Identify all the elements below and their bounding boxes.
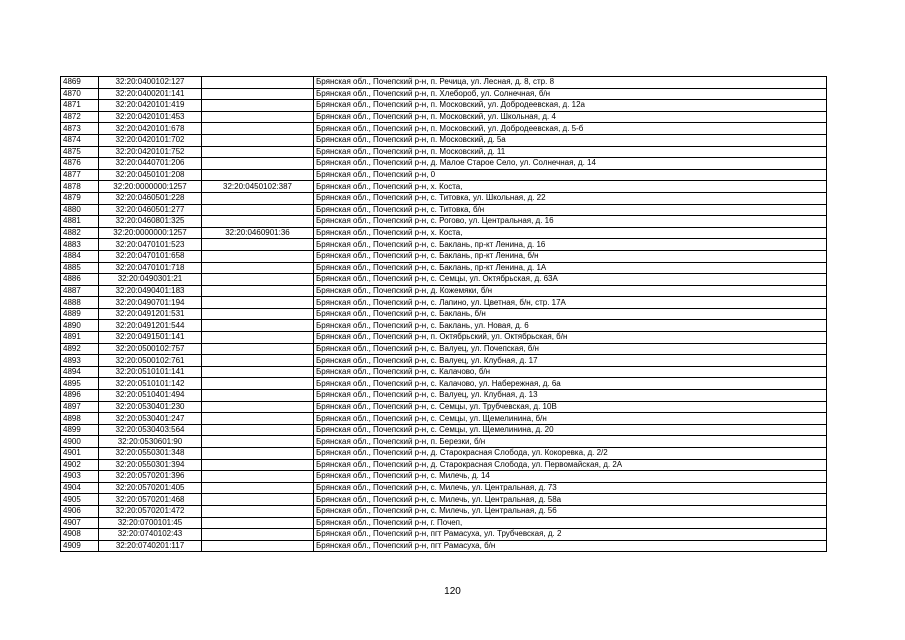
- address-cell: Брянская обл., Почепский р-н, д. Старокрасная Слобода, ул. Первомайская, д. 2А: [314, 459, 827, 471]
- address-cell: Брянская обл., Почепский р-н, д. Кожемяки, б/н: [314, 285, 827, 297]
- address-cell: Брянская обл., Почепский р-н, с. Семцы, ул. Щемелинина, д. 20: [314, 424, 827, 436]
- parent-cadastral-cell: [202, 343, 314, 355]
- cadastral-number-cell: 32:20:0550301:394: [99, 459, 202, 471]
- table-row: [61, 123, 827, 135]
- address-cell: Брянская обл., Почепский р-н, п. Московский, ул. Добродеевская, д. 12а: [314, 100, 827, 112]
- address-cell: Брянская обл., Почепский р-н, с. Семцы, ул. Октябрьская, д. 63А: [314, 274, 827, 286]
- address-cell: Брянская обл., Почепский р-н, с. Баклань, пр-кт Ленина, д. 1А: [314, 262, 827, 274]
- table-row: [61, 297, 827, 309]
- table-row: [61, 100, 827, 112]
- parent-cadastral-cell: [202, 436, 314, 448]
- table-row: [61, 401, 827, 413]
- cadastral-number-cell: 32:20:0460501:277: [99, 204, 202, 216]
- table-row: [61, 308, 827, 320]
- table-row: [61, 146, 827, 158]
- parent-cadastral-cell: [202, 366, 314, 378]
- table-row: [61, 390, 827, 402]
- row-number-cell: 4885: [61, 262, 99, 274]
- parent-cadastral-cell: [202, 482, 314, 494]
- address-cell: Брянская обл., Почепский р-н, с. Баклань, ул. Новая, д. 6: [314, 320, 827, 332]
- row-number-cell: 4895: [61, 378, 99, 390]
- address-cell: Брянская обл., Почепский р-н, п. Московский, д. 11: [314, 146, 827, 158]
- parent-cadastral-cell: [202, 262, 314, 274]
- address-cell: Брянская обл., Почепский р-н, п. Московский, д. 5а: [314, 134, 827, 146]
- table-row: [61, 181, 827, 193]
- address-cell: Брянская обл., Почепский р-н, с. Милечь, ул. Центральная, д. 58а: [314, 494, 827, 506]
- cadastral-number-cell: 32:20:0500102:761: [99, 355, 202, 367]
- parent-cadastral-cell: [202, 250, 314, 262]
- row-number-cell: 4873: [61, 123, 99, 135]
- row-number-cell: 4898: [61, 413, 99, 425]
- address-cell: Брянская обл., Почепский р-н, п. Речица, ул. Лесная, д. 8, стр. 8: [314, 77, 827, 89]
- row-number-cell: 4903: [61, 471, 99, 483]
- row-number-cell: 4894: [61, 366, 99, 378]
- table-row: [61, 169, 827, 181]
- address-cell: Брянская обл., Почепский р-н, с. Баклань, б/н: [314, 308, 827, 320]
- cadastral-number-cell: 32:20:0550301:348: [99, 448, 202, 460]
- row-number-cell: 4889: [61, 308, 99, 320]
- row-number-cell: 4886: [61, 274, 99, 286]
- table-row: [61, 424, 827, 436]
- row-number-cell: 4877: [61, 169, 99, 181]
- table-row: [61, 227, 827, 239]
- cadastral-number-cell: 32:20:0510101:142: [99, 378, 202, 390]
- address-cell: Брянская обл., Почепский р-н, пгт Рамасуха, б/н: [314, 540, 827, 552]
- parent-cadastral-cell: [202, 111, 314, 123]
- address-cell: Брянская обл., Почепский р-н, с. Валуец, ул. Клубная, д. 13: [314, 390, 827, 402]
- address-cell: Брянская обл., Почепский р-н, пгт Рамасуха, ул. Трубчевская, д. 2: [314, 529, 827, 541]
- row-number-cell: 4870: [61, 88, 99, 100]
- row-number-cell: 4884: [61, 250, 99, 262]
- row-number-cell: 4883: [61, 239, 99, 251]
- cadastral-number-cell: 32:20:0470101:718: [99, 262, 202, 274]
- address-cell: Брянская обл., Почепский р-н, х. Коста,: [314, 181, 827, 193]
- parent-cadastral-cell: [202, 459, 314, 471]
- cadastral-number-cell: 32:20:0460801:325: [99, 216, 202, 228]
- table-row: [61, 413, 827, 425]
- cadastral-number-cell: 32:20:0491201:531: [99, 308, 202, 320]
- address-cell: Брянская обл., Почепский р-н, с. Милечь, ул. Центральная, д. 73: [314, 482, 827, 494]
- address-cell: Брянская обл., Почепский р-н, с. Титовка, б/н: [314, 204, 827, 216]
- row-number-cell: 4876: [61, 158, 99, 170]
- table-row: [61, 459, 827, 471]
- table-row: [61, 505, 827, 517]
- row-number-cell: 4890: [61, 320, 99, 332]
- cadastral-number-cell: 32:20:0440701:206: [99, 158, 202, 170]
- parent-cadastral-cell: [202, 529, 314, 541]
- page-number: 120: [444, 586, 461, 597]
- row-number-cell: 4882: [61, 227, 99, 239]
- parent-cadastral-cell: [202, 424, 314, 436]
- cadastral-number-cell: 32:20:0700101:45: [99, 517, 202, 529]
- row-number-cell: 4908: [61, 529, 99, 541]
- cadastral-number-cell: 32:20:0740201:117: [99, 540, 202, 552]
- parent-cadastral-cell: [202, 204, 314, 216]
- cadastral-number-cell: 32:20:0450101:208: [99, 169, 202, 181]
- table-row: [61, 355, 827, 367]
- address-cell: Брянская обл., Почепский р-н, п. Московский, ул. Добродеевская, д. 5-б: [314, 123, 827, 135]
- cadastral-number-cell: 32:20:0470101:658: [99, 250, 202, 262]
- table-row: [61, 332, 827, 344]
- parent-cadastral-cell: [202, 169, 314, 181]
- row-number-cell: 4904: [61, 482, 99, 494]
- parent-cadastral-cell: 32:20:0460901:36: [202, 227, 314, 239]
- row-number-cell: 4909: [61, 540, 99, 552]
- address-cell: Брянская обл., Почепский р-н, п. Хлебороб, ул. Солнечная, б/н: [314, 88, 827, 100]
- cadastral-number-cell: 32:20:0420101:678: [99, 123, 202, 135]
- parent-cadastral-cell: [202, 401, 314, 413]
- table-row: [61, 192, 827, 204]
- cadastral-number-cell: 32:20:0740102:43: [99, 529, 202, 541]
- row-number-cell: 4901: [61, 448, 99, 460]
- address-cell: Брянская обл., Почепский р-н, 0: [314, 169, 827, 181]
- address-cell: Брянская обл., Почепский р-н, п. Октябрьский, ул. Октябрьская, б/н: [314, 332, 827, 344]
- cadastral-number-cell: 32:20:0460501:228: [99, 192, 202, 204]
- parent-cadastral-cell: [202, 297, 314, 309]
- property-table: [60, 76, 827, 552]
- row-number-cell: 4902: [61, 459, 99, 471]
- cadastral-number-cell: 32:20:0530401:230: [99, 401, 202, 413]
- parent-cadastral-cell: [202, 494, 314, 506]
- address-cell: Брянская обл., Почепский р-н, д. Старокрасная Слобода, ул. Кокоревка, д. 2/2: [314, 448, 827, 460]
- table-row: [61, 517, 827, 529]
- table-row: [61, 320, 827, 332]
- row-number-cell: 4881: [61, 216, 99, 228]
- table-row: [61, 239, 827, 251]
- row-number-cell: 4907: [61, 517, 99, 529]
- table-row: [61, 471, 827, 483]
- cadastral-number-cell: 32:20:0570201:396: [99, 471, 202, 483]
- cadastral-number-cell: 32:20:0420101:702: [99, 134, 202, 146]
- row-number-cell: 4874: [61, 134, 99, 146]
- address-cell: Брянская обл., Почепский р-н, с. Милечь, д. 14: [314, 471, 827, 483]
- table-row: [61, 274, 827, 286]
- row-number-cell: 4888: [61, 297, 99, 309]
- table-row: [61, 111, 827, 123]
- address-cell: Брянская обл., Почепский р-н, г. Почеп,: [314, 517, 827, 529]
- parent-cadastral-cell: [202, 216, 314, 228]
- table-body: [61, 77, 827, 552]
- table-row: [61, 77, 827, 89]
- address-cell: Брянская обл., Почепский р-н, с. Лапино, ул. Цветная, б/н, стр. 17А: [314, 297, 827, 309]
- cadastral-number-cell: 32:20:0490701:194: [99, 297, 202, 309]
- cadastral-number-cell: 32:20:0491501:141: [99, 332, 202, 344]
- cadastral-number-cell: 32:20:0420101:752: [99, 146, 202, 158]
- table-row: [61, 494, 827, 506]
- cadastral-number-cell: 32:20:0000000:1257: [99, 227, 202, 239]
- row-number-cell: 4899: [61, 424, 99, 436]
- parent-cadastral-cell: [202, 134, 314, 146]
- address-cell: Брянская обл., Почепский р-н, с. Семцы, ул. Трубчевская, д. 10В: [314, 401, 827, 413]
- cadastral-number-cell: 32:20:0530601:90: [99, 436, 202, 448]
- parent-cadastral-cell: [202, 540, 314, 552]
- table-row: [61, 448, 827, 460]
- parent-cadastral-cell: [202, 355, 314, 367]
- parent-cadastral-cell: 32:20:0450102:387: [202, 181, 314, 193]
- parent-cadastral-cell: [202, 448, 314, 460]
- row-number-cell: 4875: [61, 146, 99, 158]
- row-number-cell: 4880: [61, 204, 99, 216]
- parent-cadastral-cell: [202, 100, 314, 112]
- table-row: [61, 216, 827, 228]
- parent-cadastral-cell: [202, 239, 314, 251]
- cadastral-number-cell: 32:20:0491201:544: [99, 320, 202, 332]
- parent-cadastral-cell: [202, 285, 314, 297]
- cadastral-number-cell: 32:20:0570201:468: [99, 494, 202, 506]
- parent-cadastral-cell: [202, 123, 314, 135]
- table-row: [61, 88, 827, 100]
- table-row: [61, 204, 827, 216]
- cadastral-number-cell: 32:20:0400102:127: [99, 77, 202, 89]
- table-row: [61, 436, 827, 448]
- table-row: [61, 343, 827, 355]
- cadastral-number-cell: 32:20:0570201:405: [99, 482, 202, 494]
- parent-cadastral-cell: [202, 378, 314, 390]
- table-row: [61, 285, 827, 297]
- cadastral-number-cell: 32:20:0400201:141: [99, 88, 202, 100]
- table-row: [61, 529, 827, 541]
- table-row: [61, 250, 827, 262]
- row-number-cell: 4896: [61, 390, 99, 402]
- address-cell: Брянская обл., Почепский р-н, с. Семцы, ул. Щемелинина, б/н: [314, 413, 827, 425]
- table-row: [61, 378, 827, 390]
- address-cell: Брянская обл., Почепский р-н, д. Малое Старое Село, ул. Солнечная, д. 14: [314, 158, 827, 170]
- address-cell: Брянская обл., Почепский р-н, с. Рогово, ул. Центральная, д. 16: [314, 216, 827, 228]
- row-number-cell: 4891: [61, 332, 99, 344]
- row-number-cell: 4905: [61, 494, 99, 506]
- row-number-cell: 4872: [61, 111, 99, 123]
- parent-cadastral-cell: [202, 471, 314, 483]
- row-number-cell: 4893: [61, 355, 99, 367]
- parent-cadastral-cell: [202, 88, 314, 100]
- cadastral-number-cell: 32:20:0510101:141: [99, 366, 202, 378]
- parent-cadastral-cell: [202, 274, 314, 286]
- parent-cadastral-cell: [202, 390, 314, 402]
- address-cell: Брянская обл., Почепский р-н, с. Валуец, ул. Клубная, д. 17: [314, 355, 827, 367]
- cadastral-number-cell: 32:20:0530401:247: [99, 413, 202, 425]
- row-number-cell: 4869: [61, 77, 99, 89]
- cadastral-number-cell: 32:20:0490401:183: [99, 285, 202, 297]
- row-number-cell: 4892: [61, 343, 99, 355]
- parent-cadastral-cell: [202, 517, 314, 529]
- parent-cadastral-cell: [202, 320, 314, 332]
- parent-cadastral-cell: [202, 192, 314, 204]
- row-number-cell: 4879: [61, 192, 99, 204]
- address-cell: Брянская обл., Почепский р-н, с. Титовка, ул. Школьная, д. 22: [314, 192, 827, 204]
- table-row: [61, 262, 827, 274]
- parent-cadastral-cell: [202, 505, 314, 517]
- address-cell: Брянская обл., Почепский р-н, х. Коста,: [314, 227, 827, 239]
- cadastral-number-cell: 32:20:0510401:494: [99, 390, 202, 402]
- cadastral-number-cell: 32:20:0000000:1257: [99, 181, 202, 193]
- table-row: [61, 134, 827, 146]
- parent-cadastral-cell: [202, 332, 314, 344]
- row-number-cell: 4900: [61, 436, 99, 448]
- cadastral-number-cell: 32:20:0420101:453: [99, 111, 202, 123]
- table-row: [61, 366, 827, 378]
- parent-cadastral-cell: [202, 158, 314, 170]
- address-cell: Брянская обл., Почепский р-н, с. Милечь, ул. Центральная, д. 56: [314, 505, 827, 517]
- row-number-cell: 4897: [61, 401, 99, 413]
- cadastral-number-cell: 32:20:0530403:564: [99, 424, 202, 436]
- row-number-cell: 4887: [61, 285, 99, 297]
- address-cell: Брянская обл., Почепский р-н, с. Баклань, пр-кт Ленина, д. 16: [314, 239, 827, 251]
- cadastral-number-cell: 32:20:0500102:757: [99, 343, 202, 355]
- table-row: [61, 540, 827, 552]
- address-cell: Брянская обл., Почепский р-н, с. Калачово, ул. Набережная, д. 6а: [314, 378, 827, 390]
- cadastral-number-cell: 32:20:0420101:419: [99, 100, 202, 112]
- cadastral-number-cell: 32:20:0570201:472: [99, 505, 202, 517]
- parent-cadastral-cell: [202, 308, 314, 320]
- address-cell: Брянская обл., Почепский р-н, п. Московский, ул. Школьная, д. 4: [314, 111, 827, 123]
- row-number-cell: 4906: [61, 505, 99, 517]
- row-number-cell: 4878: [61, 181, 99, 193]
- cadastral-number-cell: 32:20:0490301:21: [99, 274, 202, 286]
- row-number-cell: 4871: [61, 100, 99, 112]
- address-cell: Брянская обл., Почепский р-н, с. Баклань, пр-кт Ленина, б/н: [314, 250, 827, 262]
- address-cell: Брянская обл., Почепский р-н, с. Валуец, ул. Почепская, б/н: [314, 343, 827, 355]
- cadastral-number-cell: 32:20:0470101:523: [99, 239, 202, 251]
- table-row: [61, 482, 827, 494]
- parent-cadastral-cell: [202, 77, 314, 89]
- address-cell: Брянская обл., Почепский р-н, п. Березки, б/н: [314, 436, 827, 448]
- parent-cadastral-cell: [202, 146, 314, 158]
- table-row: [61, 158, 827, 170]
- parent-cadastral-cell: [202, 413, 314, 425]
- address-cell: Брянская обл., Почепский р-н, с. Калачово, б/н: [314, 366, 827, 378]
